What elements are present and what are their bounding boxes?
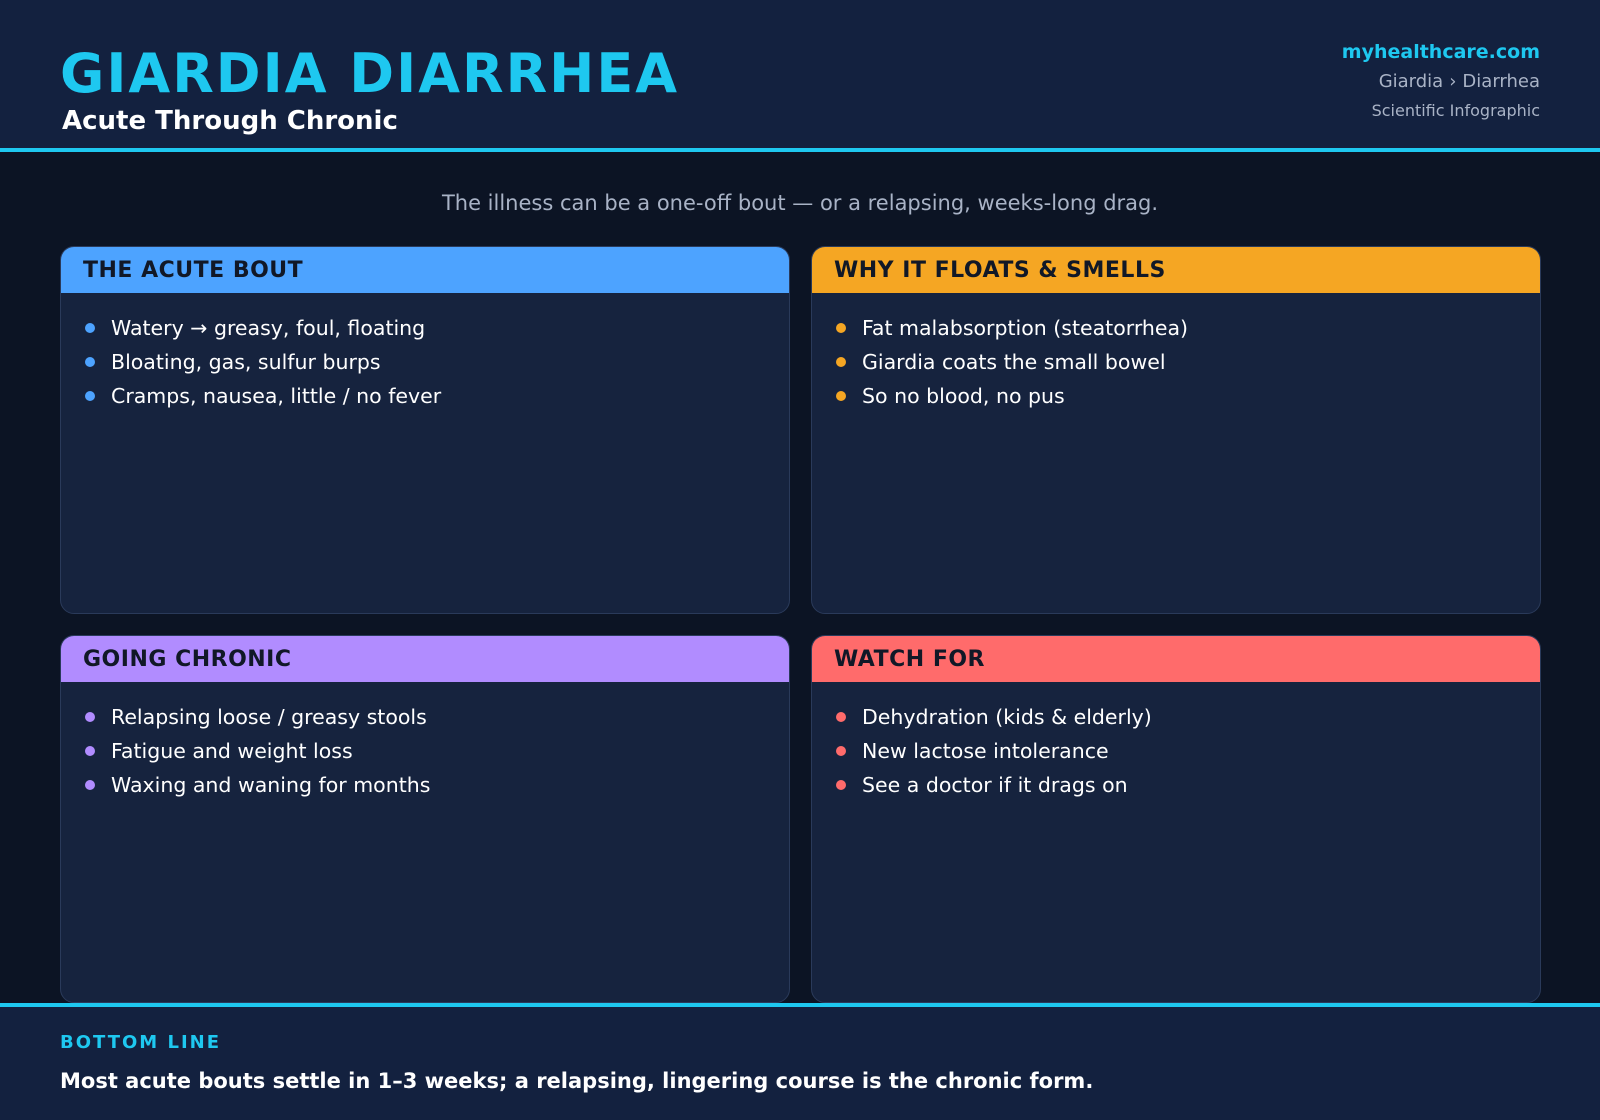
- breadcrumb-separator: ›: [1449, 71, 1457, 92]
- card-list: [812, 293, 1540, 413]
- bullet-icon: [836, 780, 846, 790]
- page-title: GIARDIA DIARRHEA: [60, 42, 680, 105]
- list-item-text: See a doctor if it drags on: [862, 773, 1128, 797]
- bullet-icon: [836, 391, 846, 401]
- bottom-line-text: Most acute bouts settle in 1–3 weeks; a relapsing, lingering course is the chronic form.: [60, 1069, 1094, 1093]
- bullet-icon: [836, 712, 846, 722]
- card-title: WHY IT FLOATS & SMELLS: [812, 247, 1540, 293]
- breadcrumb: [1379, 70, 1540, 94]
- list-item-text: New lactose intolerance: [862, 739, 1109, 763]
- bullet-icon: [85, 391, 95, 401]
- card-list: [61, 682, 789, 802]
- list-item-text: Giardia coats the small bowel: [862, 350, 1166, 374]
- card-title: THE ACUTE BOUT: [61, 247, 789, 293]
- list-item: [836, 700, 1540, 734]
- list-item-text: Watery → greasy, foul, floating: [111, 316, 426, 340]
- list-item-text: Cramps, nausea, little / no fever: [111, 384, 442, 408]
- list-item: [85, 734, 789, 768]
- brand-link[interactable]: myhealthcare.com: [1341, 41, 1540, 63]
- bullet-icon: [836, 357, 846, 367]
- document-kind: Scientific Infographic: [1371, 101, 1540, 120]
- breadcrumb-item[interactable]: Diarrhea: [1462, 71, 1540, 92]
- list-item: [85, 311, 789, 345]
- bullet-icon: [85, 357, 95, 367]
- card-list: [61, 293, 789, 413]
- list-item-text: Relapsing loose / greasy stools: [111, 705, 427, 729]
- list-item: [836, 379, 1540, 413]
- card-watch-for: [811, 635, 1541, 1003]
- bullet-icon: [836, 323, 846, 333]
- list-item-text: Fatigue and weight loss: [111, 739, 353, 763]
- list-item-text: Dehydration (kids & elderly): [862, 705, 1152, 729]
- list-item-text: Bloating, gas, sulfur burps: [111, 350, 381, 374]
- card-title: GOING CHRONIC: [61, 636, 789, 682]
- breadcrumb-item[interactable]: Giardia: [1378, 71, 1444, 92]
- list-item: [836, 734, 1540, 768]
- card-title: WATCH FOR: [812, 636, 1540, 682]
- card-list: [812, 682, 1540, 802]
- intro-text: The illness can be a one-off bout — or a relapsing, weeks-long drag.: [441, 191, 1159, 215]
- page-subtitle: Acute Through Chronic: [62, 106, 398, 136]
- bullet-icon: [836, 746, 846, 756]
- list-item: [85, 700, 789, 734]
- list-item: [836, 345, 1540, 379]
- header: [0, 0, 1600, 152]
- card-why-floats: [811, 246, 1541, 614]
- bullet-icon: [85, 780, 95, 790]
- list-item: [836, 311, 1540, 345]
- list-item: [85, 345, 789, 379]
- list-item-text: So no blood, no pus: [862, 384, 1065, 408]
- bullet-icon: [85, 746, 95, 756]
- bullet-icon: [85, 323, 95, 333]
- list-item-text: Fat malabsorption (steatorrhea): [862, 316, 1189, 340]
- list-item: [85, 768, 789, 802]
- bullet-icon: [85, 712, 95, 722]
- card-acute-bout: [60, 246, 790, 614]
- list-item: [85, 379, 789, 413]
- list-item-text: Waxing and waning for months: [111, 773, 431, 797]
- card-going-chronic: [60, 635, 790, 1003]
- bottom-line-label: BOTTOM LINE: [60, 1032, 221, 1053]
- list-item: [836, 768, 1540, 802]
- bottom-line-panel: [0, 1003, 1600, 1120]
